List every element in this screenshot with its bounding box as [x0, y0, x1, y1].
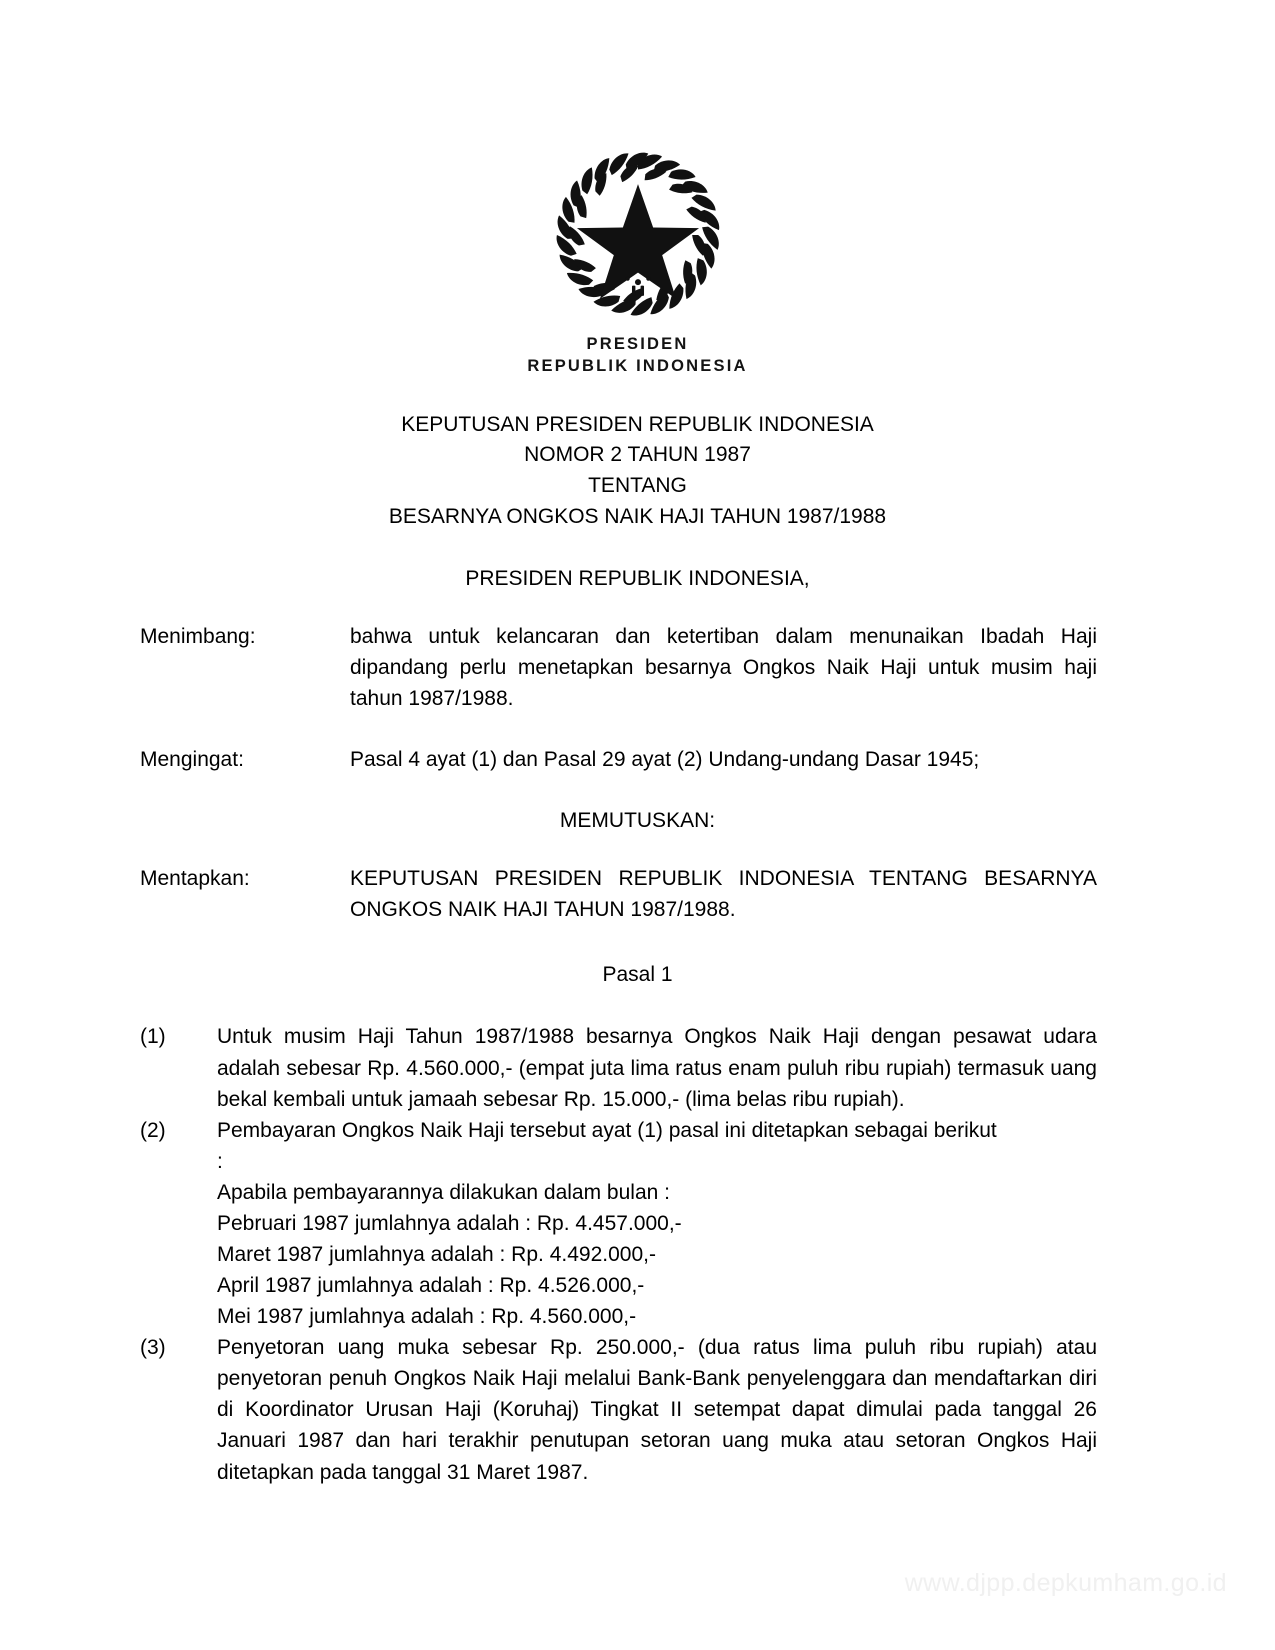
clause-text-menimbang: bahwa untuk kelancaran dan ketertiban dalam menunaikan Ibadah Haji dipandang perlu menetapkan besarnya Ongkos Naik Haji untuk musim haji tahun 1987/1988. — [350, 624, 1097, 711]
emblem-block — [0, 0, 1275, 378]
rate-line-april: April 1987 jumlahnya adalah : Rp. 4.526.000,- — [217, 1274, 645, 1298]
rate-line-maret: Maret 1987 jumlahnya adalah : Rp. 4.492.000,- — [217, 1242, 656, 1266]
clause-menetapkan — [140, 863, 1097, 925]
clause-label-menimbang: Menimbang: — [140, 624, 256, 648]
article-text-3: Penyetoran uang muka sebesar Rp. 250.000,- (dua ratus lima puluh ribu rupiah) atau penyetoran penuh Ongkos Naik Haji melalui Bank-Bank penyelenggara dan mendaftarkan diri di Koordinator Urusan Haji (Koruhaj) Tingkat II setempat dapat dimulai pada tanggal 26 Januari 1987 dan hari terakhir penutupan setoran uang muka atau setoran Ongkos Haji ditetapkan pada tanggal 31 Maret 1987. — [217, 1336, 1097, 1484]
pasal-heading: Pasal 1 — [602, 963, 673, 987]
title-line-4: BESARNYA ONGKOS NAIK HAJI TAHUN 1987/1988 — [388, 505, 887, 529]
article-text-1: Untuk musim Haji Tahun 1987/1988 besarnya Ongkos Naik Haji dengan pesawat udara adalah sebesar Rp. 4.560.000,- (empat juta lima ratus enam puluh ribu rupiah) termasuk uang bekal kembali untuk jamaah sebesar Rp. 15.000,- (lima belas ribu rupiah). — [217, 1025, 1097, 1111]
rate-line-pebruari: Pebruari 1987 jumlahnya adalah : Rp. 4.457.000,- — [217, 1211, 682, 1235]
star-in-laurel-wreath-icon — [552, 148, 724, 320]
preamble-clauses — [0, 621, 1275, 775]
clause-text-menetapkan: KEPUTUSAN PRESIDEN REPUBLIK INDONESIA TENTANG BESARNYA ONGKOS NAIK HAJI TAHUN 1987/1988. — [350, 867, 1097, 922]
article-2-lead: Pembayaran Ongkos Naik Haji tersebut ayat (1) pasal ini ditetapkan sebagai berikut — [217, 1118, 997, 1142]
article-item-1 — [140, 1021, 1097, 1114]
emblem-caption — [0, 334, 1275, 378]
title-line-1: KEPUTUSAN PRESIDEN REPUBLIK INDONESIA — [401, 412, 874, 436]
site-watermark: www.djpp.depkumham.go.id — [904, 1569, 1227, 1597]
title-line-3: TENTANG — [588, 474, 687, 498]
menetapkan-section — [0, 863, 1275, 925]
article-2-colon: : — [217, 1149, 223, 1173]
article-list — [0, 1021, 1275, 1487]
article-item-3 — [140, 1332, 1097, 1487]
emblem-caption-line-1: PRESIDEN — [586, 335, 689, 353]
clause-label-mengingat: Mengingat: — [140, 748, 244, 772]
emblem-caption-line-2: REPUBLIK INDONESIA — [527, 356, 748, 375]
article-number-2: (2) — [140, 1118, 166, 1142]
article-item-2 — [140, 1115, 1097, 1333]
title-line-2: NOMOR 2 TAHUN 1987 — [524, 443, 751, 467]
memutuskan-heading: MEMUTUSKAN: — [559, 809, 716, 833]
document-title — [0, 410, 1275, 533]
clause-text-mengingat: Pasal 4 ayat (1) dan Pasal 29 ayat (2) Undang-undang Dasar 1945; — [350, 748, 980, 772]
issuing-authority-heading: PRESIDEN REPUBLIK INDONESIA, — [465, 566, 810, 590]
clause-label-menetapkan: Mentapkan: — [140, 867, 250, 891]
clause-menimbang — [140, 621, 1097, 714]
article-number-3: (3) — [140, 1336, 166, 1360]
rate-line-mei: Mei 1987 jumlahnya adalah : Rp. 4.560.000,- — [217, 1305, 637, 1329]
article-2-intro: Apabila pembayarannya dilakukan dalam bulan : — [217, 1180, 670, 1204]
article-number-1: (1) — [140, 1025, 166, 1049]
clause-mengingat — [140, 744, 1097, 775]
article-text-2 — [217, 1115, 1097, 1333]
